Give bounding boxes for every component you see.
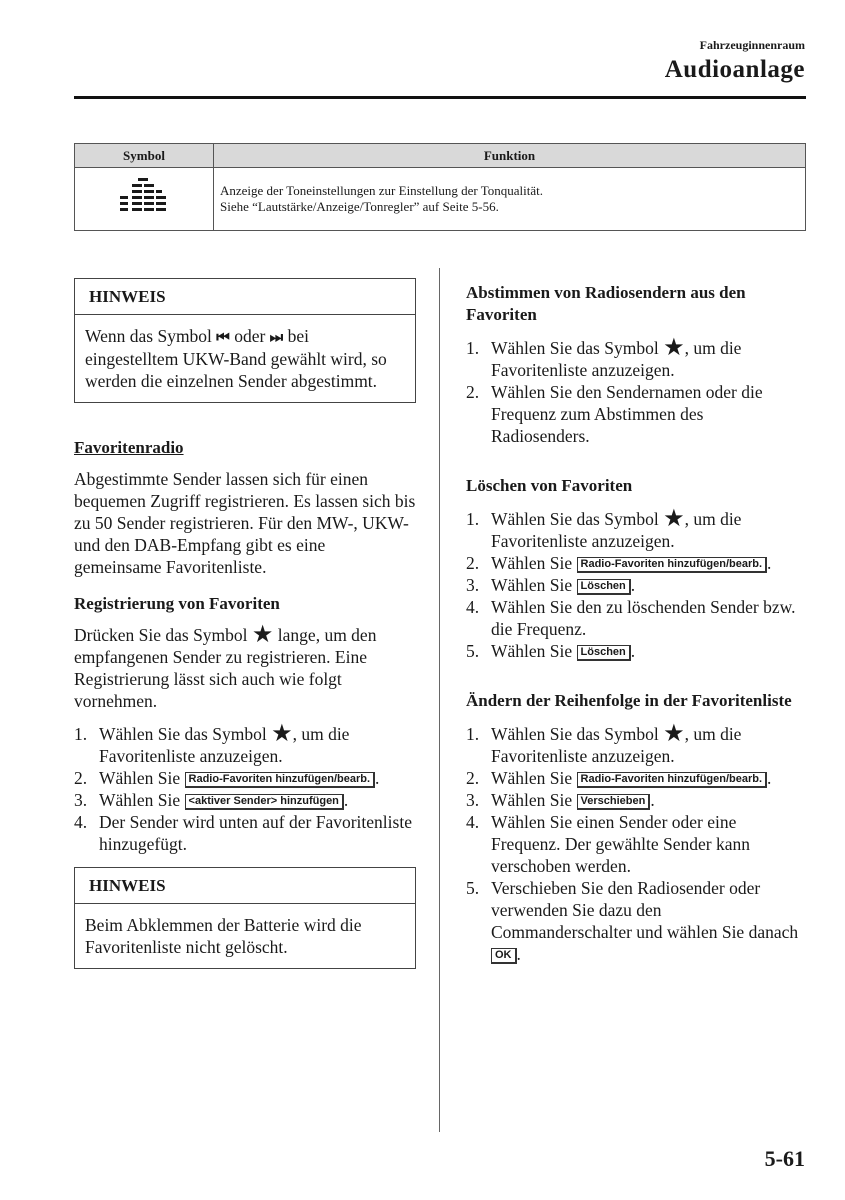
step-number: 4. [74,812,88,832]
step-text: . [767,768,772,788]
step-number: 1. [466,724,480,744]
step-text: , um die Favoritenliste anzuzeigen. [491,338,742,380]
step-number: 4. [466,812,480,832]
ok-button: OK [491,948,517,964]
subsection-heading: Ändern der Reihenfolge in der Favoritenliste [466,691,792,710]
list-item [466,508,806,552]
note-text: bei eingestelltem UKW-Band gewählt wird, so werden die einzelnen Sender abgestimmt. [85,326,387,391]
list-item [466,767,806,789]
step-text: Wählen Sie [491,641,573,661]
function-line-1: Anzeige der Toneinstellungen zur Einstellung der Tonqualität. [220,183,543,198]
step-number: 3. [74,790,88,810]
step-text: Wählen Sie den zu löschenden Sender bzw. die Frequenz. [491,597,796,639]
step-number: 2. [466,382,480,402]
symbol-table [74,143,806,231]
list-item [466,877,806,965]
step-number: 2. [466,553,480,573]
section-label: Fahrzeuginnenraum [699,38,805,52]
step-text: Wählen Sie das Symbol [491,724,659,744]
symbol-cell [75,168,214,231]
note-body: Beim Abklemmen der Batterie wird die Favoritenliste nicht gelöscht. [85,915,362,957]
step-number: 3. [466,575,480,595]
list-item [466,811,806,877]
step-text: . [375,768,380,788]
step-number: 1. [466,338,480,358]
skip-forward-icon: ⏭ [269,328,284,346]
step-text: . [767,553,772,573]
star-icon: ★ [271,721,293,747]
equalizer-icon [120,178,168,216]
paragraph-text: lange, um den empfangenen Sender zu registrieren. Eine Registrierung lässt sich auch wie folgt vornehmen. [74,625,377,711]
step-text: . [630,641,636,661]
step-text: Wählen Sie [491,575,573,595]
step-text: Wählen Sie [99,790,181,810]
step-text: Der Sender wird unten auf der Favoritenliste hinzugefügt. [99,812,412,854]
list-item [74,789,416,811]
note-title: HINWEIS [75,868,415,904]
step-number: 5. [466,641,480,661]
step-text: Wählen Sie den Sendernamen oder die Frequenz zum Abstimmen des Radiosenders. [491,382,763,446]
step-text: Wählen Sie [491,553,573,573]
paragraph-text: Drücken Sie das Symbol [74,625,248,645]
step-list [466,723,806,965]
step-list [466,508,806,662]
step-list [466,337,806,447]
column-divider [439,268,440,1132]
note-title: HINWEIS [75,279,415,315]
step-text: Wählen Sie das Symbol [491,338,659,358]
subsection-heading: Löschen von Favoriten [466,476,633,495]
paragraph [74,624,416,712]
subsection-heading: Abstimmen von Radiosendern aus den Favoriten [466,283,746,324]
note-body [75,315,415,402]
step-text: , um die Favoritenliste anzuzeigen. [491,724,742,766]
step-text: . [343,790,349,810]
list-item [74,811,416,855]
list-item [74,767,416,789]
step-text: Wählen Sie das Symbol [99,724,267,744]
note-box [74,278,416,403]
step-text: Wählen Sie [491,790,573,810]
step-number: 5. [466,878,480,898]
table-header-row [75,144,806,168]
skip-back-icon: ⏮ [216,328,230,346]
column-header-symbol: Symbol [75,144,214,168]
step-number: 2. [74,768,88,788]
radio-favoriten-button: Radio-Favoriten hinzufügen/bearb. [577,772,768,788]
table-row [75,168,806,231]
paragraph: Abgestimmte Sender lassen sich für einen bequemen Zugriff registrieren. Es lassen sich bis zu 50 Sender registrieren. Für den MW-, UKW- und den DAB-Empfang gibt es eine gemeinsame Favoritenliste. [74,469,416,577]
step-text: Verschieben Sie den Radiosender oder verwenden Sie dazu den Commanderschalter und wählen Sie danach [491,878,799,942]
list-item [74,723,416,767]
radio-favoriten-button: Radio-Favoriten hinzufügen/bearb. [577,557,768,573]
function-cell [214,168,806,231]
page-title: Audioanlage [664,56,805,83]
note-text: Wenn das Symbol [85,326,212,346]
note-text: oder [234,326,266,346]
star-icon: ★ [663,335,685,361]
list-item [466,337,806,381]
step-text: . [650,790,655,810]
loeschen-button: Löschen [577,645,631,661]
list-item [466,640,806,662]
list-item [466,789,806,811]
left-column [74,278,416,969]
list-item [466,723,806,767]
step-text: . [630,575,636,595]
step-number: 1. [74,724,88,744]
list-item [466,574,806,596]
step-text: Wählen Sie das Symbol [491,509,659,529]
step-number: 1. [466,509,480,529]
star-icon: ★ [251,622,274,648]
section-heading: Favoritenradio [74,438,184,457]
right-column [466,282,806,965]
step-number: 3. [466,790,480,810]
list-item [466,552,806,574]
step-text: . [516,944,521,964]
step-list [74,723,416,855]
page-number: 5-61 [764,1146,805,1171]
step-text: , um die Favoritenliste anzuzeigen. [491,509,742,551]
column-header-function: Funktion [214,144,806,168]
star-icon: ★ [663,506,685,532]
verschieben-button: Verschieben [577,794,651,810]
function-line-2: Siehe “Lautstärke/Anzeige/Tonregler” auf Seite 5-56. [220,199,499,214]
step-text: Wählen Sie [491,768,573,788]
note-box [74,867,416,969]
header-rule [74,96,806,99]
step-number: 2. [466,768,480,788]
radio-favoriten-button: Radio-Favoriten hinzufügen/bearb. [185,772,376,788]
list-item [466,596,806,640]
step-text: Wählen Sie [99,768,181,788]
star-icon: ★ [663,721,685,747]
subsection-heading: Registrierung von Favoriten [74,594,280,613]
aktiver-sender-button: <aktiver Sender> hinzufügen [185,794,344,810]
loeschen-button: Löschen [577,579,631,595]
step-text: , um die Favoritenliste anzuzeigen. [99,724,350,766]
step-text: Wählen Sie einen Sender oder eine Frequenz. Der gewählte Sender kann verschoben werden. [491,812,750,876]
step-number: 4. [466,597,480,617]
list-item [466,381,806,447]
